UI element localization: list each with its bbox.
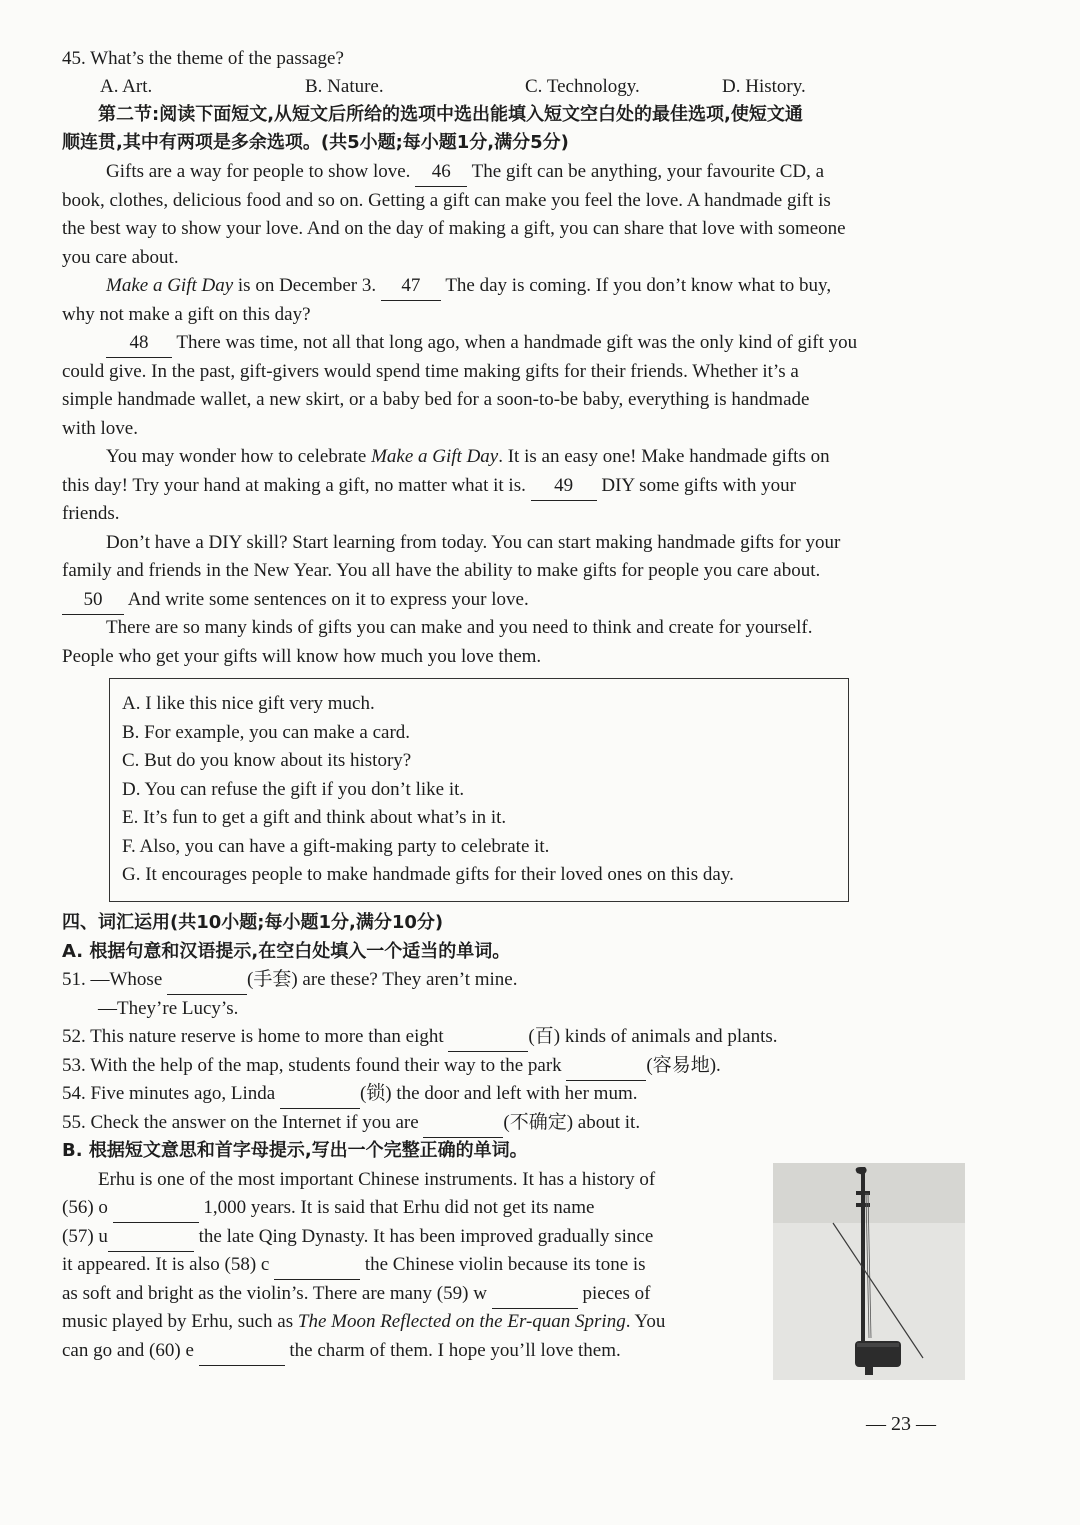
section4-part-a: A. 根据句意和汉语提示,在空白处填入一个适当的单词。 [62, 941, 511, 962]
passage-p6-line1: There are so many kinds of gifts you can make and you need to think and create for yourself. [106, 617, 813, 638]
erhu-line5: as soft and bright as the violin’s. There are many (59) w pieces of [62, 1280, 651, 1309]
erhu-line3: (57) u the late Qing Dynasty. It has been improved gradually since [62, 1223, 653, 1252]
question-51: 51. —Whose (手套) are these? They aren’t mine. [62, 966, 517, 995]
make-a-gift-day-title: Make a Gift Day [371, 446, 499, 467]
song-title: The Moon Reflected on the Er-quan Spring [297, 1311, 626, 1332]
blank-47: 47 [381, 272, 441, 301]
question-52: 52. This nature reserve is home to more than eight (百) kinds of animals and plants. [62, 1023, 778, 1052]
question-45: 45. What’s the theme of the passage? [62, 48, 344, 69]
choice-a: A. I like this nice gift very much. [122, 693, 375, 714]
section2-heading-line1: 第二节:阅读下面短文,从短文后所给的选项中选出能填入短文空白处的最佳选项,使短文通 [98, 104, 803, 125]
erhu-line6: music played by Erhu, such as The Moon Reflected on the Er-quan Spring. You [62, 1311, 666, 1332]
passage-p4-line1: You may wonder how to celebrate Make a Gift Day. It is an easy one! Make handmade gifts on [106, 446, 830, 467]
passage-p3-line1: 48 There was time, not all that long ago, when a handmade gift was the only kind of gift you [106, 329, 857, 358]
q45-option-d: D. History. [722, 76, 806, 97]
section4-part-b: B. 根据短文意思和首字母提示,写出一个完整正确的单词。 [62, 1140, 528, 1161]
blank-53 [566, 1052, 646, 1081]
blank-50: 50 [62, 586, 124, 615]
passage-p3-line4: with love. [62, 418, 138, 439]
passage-p3-line3: simple handmade wallet, a new skirt, or a baby bed for a soon-to-be baby, everything is handmade [62, 389, 810, 410]
blank-52 [448, 1023, 528, 1052]
passage-p1-line1: Gifts are a way for people to show love. 46 The gift can be anything, your favourite CD, a [106, 158, 824, 187]
blank-59 [492, 1280, 578, 1309]
q45-option-a: A. Art. [100, 76, 153, 97]
blank-46: 46 [415, 158, 467, 187]
page-number: — 23 — [866, 1413, 936, 1435]
erhu-image [773, 1163, 965, 1380]
passage-p5-line2: family and friends in the New Year. You all have the ability to make gifts for people you care about. [62, 560, 821, 581]
blank-48: 48 [106, 329, 172, 358]
q45-option-b: B. Nature. [305, 76, 384, 97]
passage-p3-line2: could give. In the past, gift-givers would spend time making gifts for their friends. Whether it’s a [62, 361, 799, 382]
passage-p1-line2: book, clothes, delicious food and so on. Getting a gift can make you feel the love. A handmade gift is [62, 190, 831, 211]
blank-49: 49 [531, 472, 597, 501]
blank-60 [199, 1337, 285, 1366]
choice-b: B. For example, you can make a card. [122, 722, 411, 743]
blank-57 [108, 1223, 194, 1252]
question-55: 55. Check the answer on the Internet if you are (不确定) about it. [62, 1109, 640, 1138]
choice-f: F. Also, you can have a gift-making party to celebrate it. [122, 836, 550, 857]
erhu-line2: (56) o 1,000 years. It is said that Erhu did not get its name [62, 1194, 594, 1223]
passage-p4-line2: this day! Try your hand at making a gift, no matter what it is. 49 DIY some gifts with your [62, 472, 796, 501]
question-54: 54. Five minutes ago, Linda (锁) the door and left with her mum. [62, 1080, 638, 1109]
erhu-icon [773, 1163, 965, 1380]
q45-option-c: C. Technology. [525, 76, 640, 97]
choice-c: C. But do you know about its history? [122, 750, 412, 771]
blank-55 [423, 1109, 503, 1138]
erhu-line7: can go and (60) e the charm of them. I hope you’ll love them. [62, 1337, 621, 1366]
question-51-reply: —They’re Lucy’s. [98, 998, 239, 1019]
blank-51 [167, 966, 247, 995]
passage-p5-line3: 50 And write some sentences on it to express your love. [62, 586, 529, 615]
choice-e: E. It’s fun to get a gift and think about what’s in it. [122, 807, 507, 828]
passage-p5-line1: Don’t have a DIY skill? Start learning from today. You can start making handmade gifts for your [106, 532, 841, 553]
choice-g: G. It encourages people to make handmade gifts for their loved ones on this day. [122, 864, 734, 885]
blank-56 [113, 1194, 199, 1223]
erhu-line4: it appeared. It is also (58) c the Chinese violin because its tone is [62, 1251, 646, 1280]
passage-p6-line2: People who get your gifts will know how much you love them. [62, 646, 542, 667]
choice-d: D. You can refuse the gift if you don’t like it. [122, 779, 465, 800]
passage-p1-line3: the best way to show your love. And on the day of making a gift, you can share that love with someone [62, 218, 846, 239]
section2-heading-line2: 顺连贯,其中有两项是多余选项。(共5小题;每小题1分,满分5分) [62, 132, 569, 153]
question-53: 53. With the help of the map, students found their way to the park (容易地). [62, 1052, 721, 1081]
make-a-gift-day-title: Make a Gift Day [106, 275, 234, 296]
blank-54 [280, 1080, 360, 1109]
blank-58 [274, 1251, 360, 1280]
passage-p4-line3: friends. [62, 503, 120, 524]
section4-heading: 四、词汇运用(共10小题;每小题1分,满分10分) [62, 912, 444, 933]
erhu-line1: Erhu is one of the most important Chinese instruments. It has a history of [98, 1169, 656, 1190]
passage-p2-line2: why not make a gift on this day? [62, 304, 311, 325]
passage-p1-line4: you care about. [62, 247, 179, 268]
passage-p2-line1: Make a Gift Day is on December 3. 47 The day is coming. If you don’t know what to buy, [106, 272, 831, 301]
